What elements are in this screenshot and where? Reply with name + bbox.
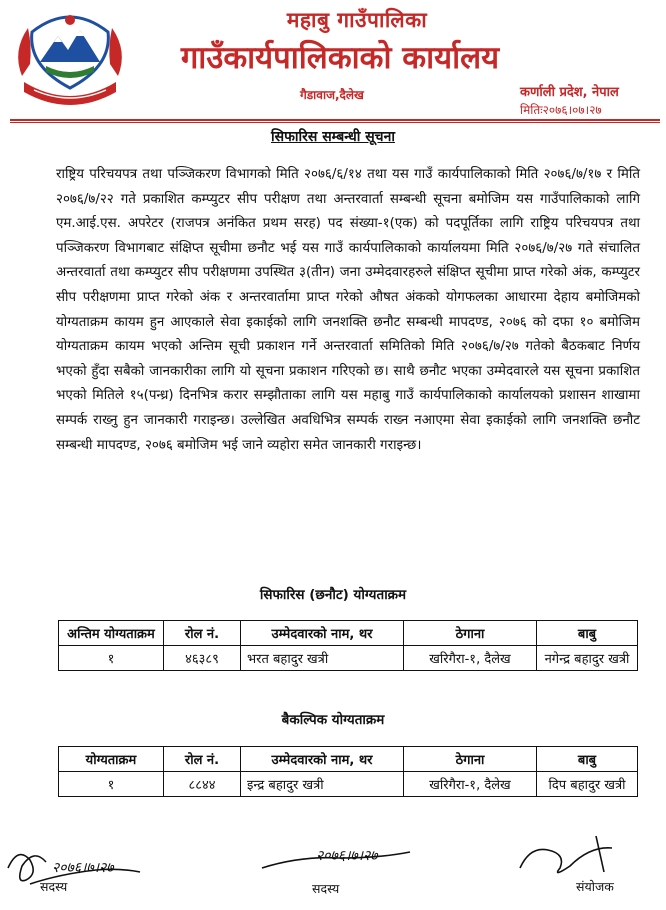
office-name: गाउँकार्यपालिकाको कार्यालय	[180, 40, 500, 76]
coordinator-label: संयोजक	[576, 879, 614, 894]
issue-date: मितिः२०७६।०७।२७	[520, 103, 602, 117]
member1-label: सदस्य	[40, 879, 68, 894]
alternate-list-title: बैकल्पिक योग्यताक्रम	[281, 712, 385, 728]
municipality-name: महाबु गाउँपालिका	[286, 8, 428, 32]
candidate-name-cell: इन्द्र बहादुर खत्री	[241, 772, 404, 797]
signature-coordinator	[520, 836, 612, 873]
notice-title: सिफारिस सम्बन्धी सूचना	[271, 129, 395, 145]
province-country: कर्णाली प्रदेश, नेपाल	[520, 85, 619, 100]
roll-number-cell: ४६३८९	[164, 646, 241, 671]
member2-label: सदस्य	[312, 881, 340, 896]
column-header: उम्मेदवारको नाम, थर	[241, 621, 404, 646]
office-location: गैडावाज,दैलेख	[300, 88, 364, 102]
column-header: योग्यताक्रम	[59, 747, 164, 772]
column-header: अन्तिम योग्यताक्रम	[59, 621, 164, 646]
signature-member2-scrawl: २०७६।७।२७	[316, 848, 378, 864]
father-name-cell: नगेन्द्र बहादुर खत्री	[537, 646, 638, 671]
column-header: उम्मेदवारको नाम, थर	[241, 747, 404, 772]
rank-cell: १	[59, 646, 164, 671]
recommended-list-title: सिफारिस (छनौट) योग्यताक्रम	[259, 587, 407, 603]
column-header: बाबु	[537, 747, 638, 772]
address-cell: खरिगैरा-१, दैलेख	[404, 646, 537, 671]
column-header: ठेगाना	[404, 621, 537, 646]
column-header: बाबु	[537, 621, 638, 646]
notice-body: राष्ट्रिय परिचयपत्र तथा पञ्जिकरण विभागको मिति २०७६/६/१४ तथा यस गाउँ कार्यपालिकाको मिति २०७६/७/१७ र मिति २०७६/७/२२ गते प्रकाशित कम्प्युटर सीप परीक्षण तथा अन्तरवार्ता सम्बन्धी सूचना बमोजिम यस गाउँपालिकाको लागि एम.आई.एस. अपरेटर (राजपत्र अनंकित प्रथम सरह) पद संख्या-१(एक) को पदपूर्तिका लागि राष्ट्रिय परिचयपत्र तथा पञ्जिकरण विभागबाट संक्षिप्त सूचीमा छनौट भई यस गाउँ कार्यपालिकाको कार्यालयमा मिति २०७६/७/२७ गते संचालित अन्तरवार्ता तथा कम्प्युटर सीप परीक्षणमा उपस्थित ३(तीन) जना उम्मेदवारहरुले संक्षिप्त सूचीमा प्राप्त गरेको अंक, कम्प्युटर सीप परीक्षणमा प्राप्त गरेको अंक र अन्तरवार्तामा प्राप्त गरेको औषत अंकको योगफलका आधारमा देहाय बमोजिमको योग्यताक्रम कायम हुन आएकाले सेवा इकाईको लागि जनशक्ति छनौट सम्बन्धी मापदण्ड, २०७६ को दफा १० बमोजिम योग्यताक्रम कायम भएको अन्तिम सूची प्रकाशन गर्ने अन्तरवार्ता समितिको मिति २०७६/७/२७ गतेको बैठकबाट निर्णय भएको हुँदा सबैको जानकारीका लागि यो सूचना प्रकाशन गरिएको छ। साथै छनौट भएका उम्मेदवारले यस सूचना प्रकाशित भएको मितिले १५(पन्ध्र) दिनभित्र करार सम्झौताका लागि यस महाबु गाउँ कार्यपालिकाको कार्यालयको प्रशासन शाखामा सम्पर्क राख्नु हुन जानकारी गराइन्छ। उल्लेखित अवधिभित्र सम्पर्क राख्न नआएमा सेवा इकाईको लागि जनशक्ति छनौट सम्बन्धी मापदण्ड, २०७६ बमोजिम भई जाने व्यहोरा समेत जानकारी गराइन्छ।	[56, 167, 640, 453]
column-header: ठेगाना	[404, 747, 537, 772]
rank-cell: १	[59, 772, 164, 797]
column-header: रोल नं.	[164, 747, 241, 772]
column-header: रोल नं.	[164, 621, 241, 646]
father-name-cell: दिप बहादुर खत्री	[537, 772, 638, 797]
roll-number-cell: ८८४४	[164, 772, 241, 797]
address-cell: खरिगैरा-१, दैलेख	[404, 772, 537, 797]
candidate-name-cell: भरत बहादुर खत्री	[241, 646, 404, 671]
signature-member1-scrawl: २०७६।७।२७	[52, 860, 114, 876]
